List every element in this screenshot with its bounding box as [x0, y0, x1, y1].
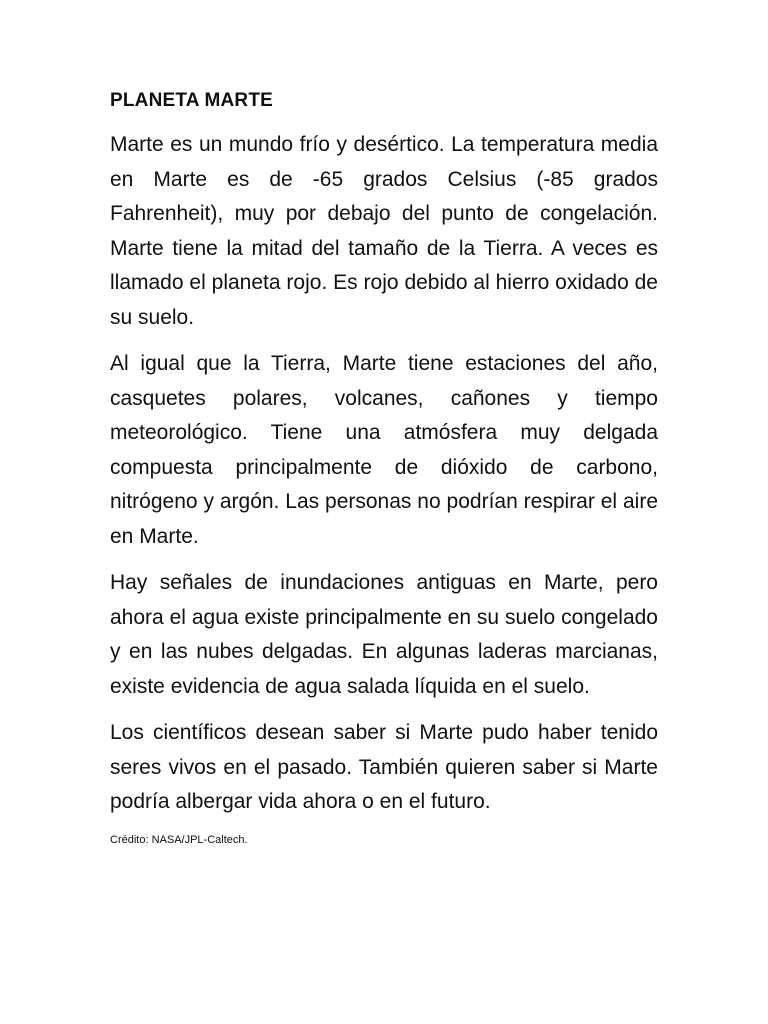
- credit-line: Crédito: NASA/JPL-Caltech.: [110, 833, 248, 846]
- paragraph-seasons-atmosphere: Al igual que la Tierra, Marte tiene estaciones del año, casquetes polares, volcanes, cañones y tiempo meteorológico. Tiene una atmósfera muy delgada compuesta principalmente de dióxido de carbono, nitrógeno y argón. Las personas no podrían respirar el aire en Marte.: [110, 352, 658, 548]
- document-title: PLANETA MARTE: [110, 90, 274, 111]
- document-page: [110, 88, 658, 848]
- paragraph-life: Los científicos desean saber si Marte pudo haber tenido seres vivos en el pasado. También quieren saber si Marte podría albergar vida ahora o en el futuro.: [110, 721, 658, 813]
- paragraph-water: Hay señales de inundaciones antiguas en Marte, pero ahora el agua existe principalmente en su suelo congelado y en las nubes delgadas. En algunas laderas marcianas, existe evidencia de agua salada líquida en el suelo.: [110, 571, 658, 698]
- paragraph-temperature: Marte es un mundo frío y desértico. La temperatura media en Marte es de -65 grados Celsius (-85 grados Fahrenheit), muy por debajo del punto de congelación. Marte tiene la mitad del tamaño de la Tierra. A veces es llamado el planeta rojo. Es rojo debido al hierro oxidado de su suelo.: [110, 133, 658, 329]
